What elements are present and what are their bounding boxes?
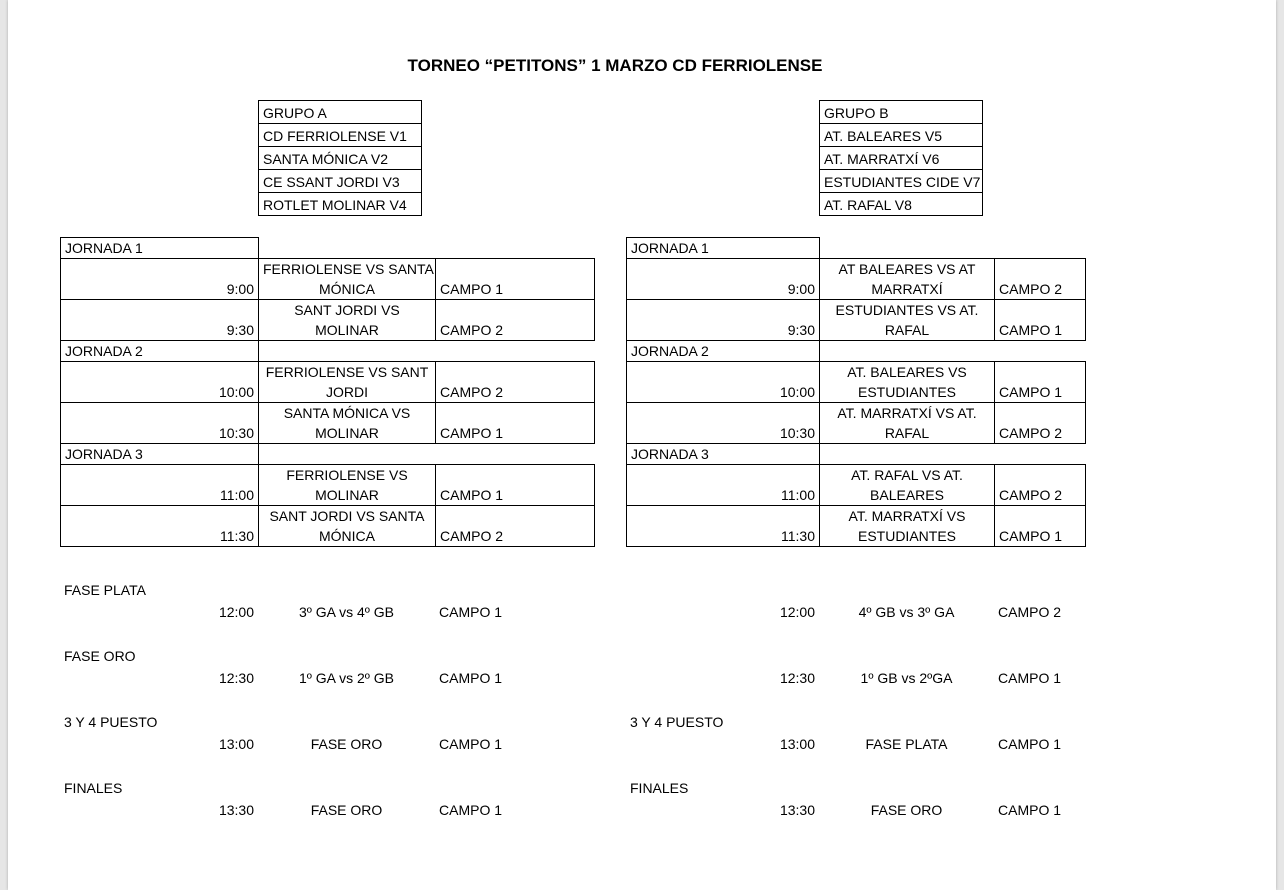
- phase-match: 1º GB vs 2ºGA: [860, 670, 953, 686]
- match-field: CAMPO 1: [436, 403, 595, 444]
- match-teams-line1: AT. MARRATXÍ VS: [820, 506, 995, 527]
- phase-time: 12:00: [779, 604, 815, 620]
- phase-label: FASE PLATA: [64, 582, 146, 598]
- match-teams-line1: AT. BALEARES VS: [820, 362, 995, 383]
- match-field: CAMPO 1: [995, 300, 1086, 341]
- jornada-label: JORNADA 2: [627, 341, 820, 362]
- match-time: 11:00: [61, 465, 259, 506]
- phases-right-table: [626, 578, 1085, 820]
- phase-label: FINALES: [64, 780, 123, 796]
- match-teams-line2: RAFAL: [820, 320, 995, 341]
- match-teams-line2: JORDI: [259, 382, 436, 403]
- phase-time: 13:00: [779, 736, 815, 752]
- group-team: ROTLET MOLINAR V4: [259, 193, 422, 216]
- phase-time: 13:00: [218, 736, 254, 752]
- match-field: CAMPO 2: [995, 259, 1086, 300]
- group-team: CD FERRIOLENSE V1: [259, 124, 422, 147]
- document-page: [8, 0, 1276, 890]
- match-teams-line1: AT. RAFAL VS AT.: [820, 465, 995, 486]
- match-time: 11:30: [627, 506, 820, 547]
- match-teams-line1: FERRIOLENSE VS: [259, 465, 436, 486]
- jornada-label: JORNADA 2: [61, 341, 259, 362]
- phase-time: 12:30: [779, 670, 815, 686]
- phase-field: CAMPO 1: [998, 736, 1062, 752]
- match-field: CAMPO 1: [436, 465, 595, 506]
- phase-field: CAMPO 1: [998, 802, 1062, 818]
- match-time: 9:00: [61, 259, 259, 300]
- match-time: 10:00: [61, 362, 259, 403]
- group-a-table: [258, 100, 422, 216]
- match-teams-line2: MOLINAR: [259, 485, 436, 506]
- phase-match: FASE ORO: [870, 802, 943, 818]
- phase-time: 12:30: [218, 670, 254, 686]
- match-time: 11:30: [61, 506, 259, 547]
- match-field: CAMPO 2: [995, 403, 1086, 444]
- match-time: 11:00: [627, 465, 820, 506]
- group-team: AT. RAFAL V8: [820, 193, 983, 216]
- phase-match: 4º GB vs 3º GA: [858, 604, 955, 620]
- phase-label: 3 Y 4 PUESTO: [630, 714, 724, 730]
- phase-time: 13:30: [779, 802, 815, 818]
- phase-label: [626, 578, 819, 600]
- match-field: CAMPO 1: [995, 506, 1086, 547]
- phase-label: [626, 644, 819, 666]
- match-time: 10:30: [627, 403, 820, 444]
- phase-label: 3 Y 4 PUESTO: [64, 714, 158, 730]
- match-field: CAMPO 2: [436, 362, 595, 403]
- group-team: CE SSANT JORDI V3: [259, 170, 422, 193]
- phase-field: CAMPO 1: [439, 604, 503, 620]
- match-teams-line1: ESTUDIANTES VS AT.: [820, 300, 995, 321]
- phase-match: 1º GA vs 2º GB: [298, 670, 395, 686]
- match-teams-line1: AT BALEARES VS AT: [820, 259, 995, 280]
- match-teams-line2: MÓNICA: [259, 279, 436, 300]
- group-header: GRUPO A: [259, 101, 422, 124]
- phase-field: CAMPO 2: [998, 604, 1062, 620]
- match-field: CAMPO 2: [436, 300, 595, 341]
- phases-left-table: [60, 578, 594, 820]
- phase-match: FASE ORO: [310, 802, 383, 818]
- match-field: CAMPO 2: [995, 465, 1086, 506]
- phase-label: FINALES: [630, 780, 689, 796]
- phase-field: CAMPO 1: [439, 802, 503, 818]
- phase-label: FASE ORO: [64, 648, 136, 664]
- group-header: GRUPO B: [820, 101, 983, 124]
- phase-field: CAMPO 1: [439, 670, 503, 686]
- phase-time: 13:30: [218, 802, 254, 818]
- phase-field: CAMPO 1: [998, 670, 1062, 686]
- phase-match: FASE ORO: [310, 736, 383, 752]
- phase-match: FASE PLATA: [865, 736, 948, 752]
- jornada-label: JORNADA 1: [61, 238, 259, 259]
- match-time: 9:30: [627, 300, 820, 341]
- jornada-label: JORNADA 3: [61, 444, 259, 465]
- jornada-label: JORNADA 1: [627, 238, 820, 259]
- match-teams-line2: ESTUDIANTES: [820, 382, 995, 403]
- match-time: 9:30: [61, 300, 259, 341]
- match-time: 10:30: [61, 403, 259, 444]
- match-teams-line2: ESTUDIANTES: [820, 526, 995, 547]
- schedule-right-table: [626, 237, 1086, 547]
- match-teams-line2: MOLINAR: [259, 320, 436, 341]
- match-teams-line1: SANT JORDI VS: [259, 300, 436, 321]
- match-teams-line1: FERRIOLENSE VS SANT: [259, 362, 436, 383]
- group-team: AT. BALEARES V5: [820, 124, 983, 147]
- match-teams-line2: RAFAL: [820, 423, 995, 444]
- group-b-table: [819, 100, 983, 216]
- match-teams-line1: AT. MARRATXÍ VS AT.: [820, 403, 995, 424]
- match-teams-line1: SANTA MÓNICA VS: [259, 403, 436, 424]
- match-field: CAMPO 1: [995, 362, 1086, 403]
- group-team: AT. MARRATXÍ V6: [820, 147, 983, 170]
- match-field: CAMPO 2: [436, 506, 595, 547]
- match-teams-line2: BALEARES: [820, 485, 995, 506]
- phase-time: 12:00: [218, 604, 254, 620]
- phase-field: CAMPO 1: [439, 736, 503, 752]
- group-team: SANTA MÓNICA V2: [259, 147, 422, 170]
- schedule-left-table: [60, 237, 595, 547]
- match-teams-line2: MARRATXÍ: [820, 279, 995, 300]
- phase-match: 3º GA vs 4º GB: [298, 604, 395, 620]
- match-teams-line1: FERRIOLENSE VS SANTA: [259, 259, 436, 280]
- match-teams-line2: MOLINAR: [259, 423, 436, 444]
- group-team: ESTUDIANTES CIDE V7: [820, 170, 983, 193]
- match-teams-line2: MÓNICA: [259, 526, 436, 547]
- match-field: CAMPO 1: [436, 259, 595, 300]
- match-time: 9:00: [627, 259, 820, 300]
- match-teams-line1: SANT JORDI VS SANTA: [259, 506, 436, 527]
- document-title: TORNEO “PETITONS” 1 MARZO CD FERRIOLENSE: [407, 56, 823, 75]
- match-time: 10:00: [627, 362, 820, 403]
- jornada-label: JORNADA 3: [627, 444, 820, 465]
